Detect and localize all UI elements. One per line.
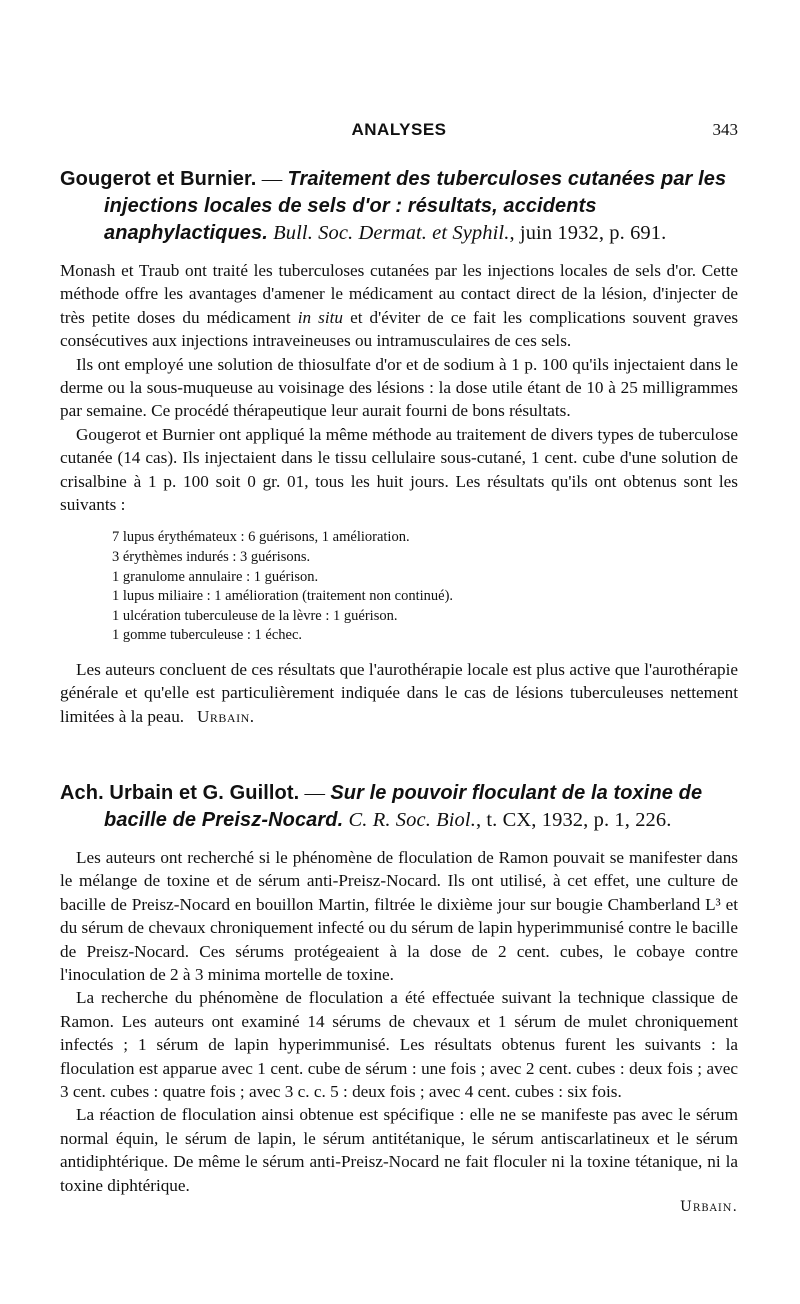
article-citation: , juin 1932, p. 691. <box>509 222 667 244</box>
list-item: 3 érythèmes indurés : 3 guérisons. <box>112 549 311 566</box>
list-item: 1 gomme tuberculeuse : 1 échec. <box>112 627 303 644</box>
heading-dash: — <box>256 168 288 190</box>
paragraph-text: et d'éviter de ce fait les complications souvent graves consécutives aux injections intraveineuses ou intramusculaires de ces sels. <box>60 307 739 351</box>
results-list <box>112 528 738 646</box>
reviewer-signature: Urbain. <box>196 706 255 726</box>
running-title: ANALYSES <box>351 120 447 139</box>
list-item: 1 ulcération tuberculeuse de la lèvre : 1 guérison. <box>112 607 398 624</box>
body-paragraph: La réaction de floculation ainsi obtenue est spécifique : elle ne se manifeste pas avec le sérum normal équin, le sérum de lapin, le sérum antitétanique, le sérum antiscarlatineux et le sérum antidiphtérique. De même le sérum anti-Preisz-Nocard ne fait floculer ni la toxine tétanique, ni la toxine diphtérique. <box>60 1105 738 1195</box>
article-gougerot-burnier <box>60 166 738 728</box>
in-situ-phrase: in situ <box>297 307 343 327</box>
conclusion-text: Les auteurs concluent de ces résultats que l'aurothérapie locale est plus active que l'aurothérapie générale et qu'elle est particulièrement indiquée dans le cas de lésions tuberculeuses nettement limitées à la peau. <box>60 660 738 726</box>
body-paragraph <box>60 259 738 353</box>
body-paragraph: Les auteurs ont recherché si le phénomène de floculation de Ramon pouvait se manifester dans le mélange de toxine et de sérum anti-Preisz-Nocard. Ils ont utilisé, à cet effet, une culture de bacille de Preisz-Nocard en bouillon Martin, filtrée le dixième jour sur bougie Chamberland L³ et du sérum de chevaux chroniquement infecté ou du sérum de lapin hyperimmunisé contre le bacille de Preisz-Nocard. Ces sérums protégeaient à la dose de 2 cent. cubes, le cobaye contre l'inoculation de 2 à 3 minima mortelle de toxine. <box>60 848 738 985</box>
article-journal: Bull. Soc. Dermat. et Syphil. <box>273 222 510 244</box>
body-paragraph: La recherche du phénomène de floculation a été effectuée suivant la technique classique de Ramon. Les auteurs ont examiné 14 sérums de chevaux et 1 sérum de mulet chroniquement infectés ; 1 sérum de lapin hyperimmunisé. Les résultats obtenus furent les suivants : la floculation est apparue avec 1 cent. cube de sérum : une fois ; avec 2 cent. cubes : deux fois ; avec 3 cent. cubes : quatre fois ; avec 3 c. c. 5 : deux fois ; avec 4 cent. cubes : six fois. <box>60 988 738 1102</box>
body-paragraph: Ils ont employé une solution de thiosulfate d'or et de sodium à 1 p. 100 qu'ils injectaient dans le derme ou la sous-muqueuse au voisinage des lésions : la dose utile étant de 10 à 25 milligrammes par semaine. Ce procédé thérapeutique leur aurait fourni de bons résultats. <box>60 354 738 421</box>
list-item: 1 lupus miliaire : 1 amélioration (traitement non continué). <box>112 588 454 605</box>
page-number: 343 <box>712 120 738 139</box>
article-authors: Gougerot et Burnier. <box>60 168 257 190</box>
conclusion-paragraph <box>60 658 738 728</box>
article-title: Traitement des tuberculoses cutanées par les injections locales de sels d'or : résultats, accidents anaphylactiques. <box>104 168 727 244</box>
article-journal: C. R. Soc. Biol. <box>348 809 476 831</box>
article-heading <box>60 780 738 834</box>
running-head <box>60 120 738 144</box>
paragraph-text: Monash et Traub ont traité les tuberculoses cutanées par les injections locales de sels d'or. Cette méthode offre les avantages d'amener le médicament au contact direct de la lésion, d'injecter de très petite doses du médicament <box>60 261 738 327</box>
article-authors: Ach. Urbain et G. Guillot. <box>60 782 300 804</box>
heading-dash: — <box>299 782 331 804</box>
article-citation: , t. CX, 1932, p. 1, 226. <box>475 809 672 831</box>
list-item: 7 lupus érythémateux : 6 guérisons, 1 amélioration. <box>112 529 410 546</box>
reviewer-signature: Urbain. <box>679 1199 738 1216</box>
list-item: 1 granulome annulaire : 1 guérison. <box>112 568 319 585</box>
article-title: Sur le pouvoir floculant de la toxine de bacille de Preisz-Nocard. <box>104 782 703 831</box>
article-heading <box>60 166 738 247</box>
article-urbain-guillot <box>60 780 738 1215</box>
body-paragraph: Gougerot et Burnier ont appliqué la même méthode au traitement de divers types de tuberculose cutanée (14 cas). Ils injectaient dans le tissu cellulaire sous-cutané, 1 cent. cube d'une solution de crisalbine à 1 p. 100 soit 0 gr. 01, tous les huit jours. Les résultats qu'ils ont obtenus sont les suivants : <box>60 424 738 515</box>
